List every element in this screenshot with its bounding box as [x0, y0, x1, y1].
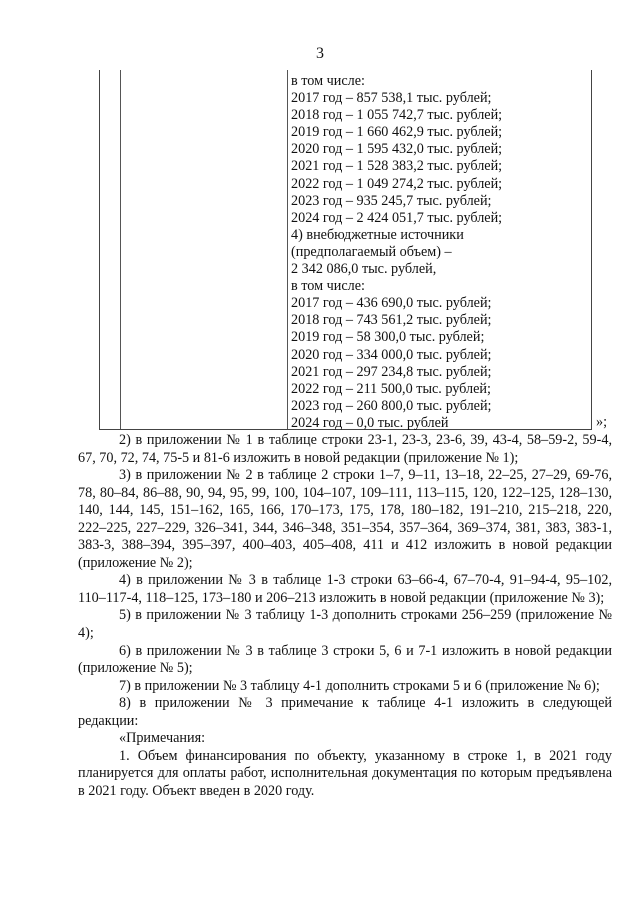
table-cell-line: 2023 год – 260 800,0 тыс. рублей;	[291, 397, 492, 414]
table-cell-line: 2021 год – 1 528 383,2 тыс. рублей;	[291, 158, 503, 175]
paragraph-item-6: 6) в приложении № 3 в таблице 3 строки 5, 6 и 7-1 изложить в новой редакции (приложение № 5);	[78, 642, 612, 677]
table-cell-line: 4) внебюджетные источники	[291, 226, 464, 243]
table-cell-line: 2017 год – 436 690,0 тыс. рублей;	[291, 295, 492, 312]
table-cell-line: 2017 год – 857 538,1 тыс. рублей;	[291, 90, 492, 107]
table-column-divider-1	[120, 70, 121, 429]
table-cell-line: 2 342 086,0 тыс. рублей,	[291, 261, 437, 278]
table-cell-line: 2024 год – 0,0 тыс. рублей	[291, 414, 449, 431]
table-cell-funding-text	[291, 73, 587, 432]
table-cell-line: в том числе:	[291, 278, 365, 295]
paragraph-item-5: 5) в приложении № 3 таблицу 1-3 дополнить строками 256–259 (приложение № 4);	[78, 607, 612, 642]
table-cell-line: (предполагаемый объем) –	[291, 243, 452, 260]
paragraph-item-4: 4) в приложении № 3 в таблице 1-3 строки 63–66-4, 67–70-4, 91–94-4, 95–102, 110–117-4, 118–125, 173–180 и 206–213 изложить в новой редакции (приложение № 3);	[78, 572, 612, 606]
funding-table	[99, 70, 592, 430]
table-cell-line: 2021 год – 297 234,8 тыс. рублей;	[291, 363, 492, 380]
page-number: 3	[316, 45, 324, 62]
table-cell-line: 2018 год – 1 055 742,7 тыс. рублей;	[291, 107, 503, 124]
table-cell-line: 2022 год – 211 500,0 тыс. рублей;	[291, 380, 491, 397]
table-cell-line: 2023 год – 935 245,7 тыс. рублей;	[291, 192, 492, 209]
table-cell-line: 2020 год – 334 000,0 тыс. рублей;	[291, 346, 492, 363]
table-cell-line: 2020 год – 1 595 432,0 тыс. рублей;	[291, 141, 503, 158]
table-cell-line: 2024 год – 2 424 051,7 тыс. рублей;	[291, 209, 503, 226]
note-item-1: 1. Объем финансирования по объекту, указанному в строке 1, в 2021 году планируется для оплаты работ, исполнительная документация по которым предъявлена в 2021 году. Объект введен в 2020 году.	[78, 747, 612, 799]
notes-heading: «Примечания:	[119, 730, 206, 747]
document-body	[78, 432, 612, 800]
table-cell-line: в том числе:	[291, 73, 365, 89]
paragraph-item-2: 2) в приложении № 1 в таблице строки 23-1, 23-3, 23-6, 39, 43-4, 58–59-2, 59-4, 67, 70, 72, 74, 75-5 и 81-6 изложить в новой редакции (приложение № 1);	[78, 432, 612, 466]
table-cell-line: 2018 год – 743 561,2 тыс. рублей;	[291, 312, 492, 329]
table-column-divider-2	[287, 70, 288, 429]
paragraph-item-7: 7) в приложении № 3 таблицу 4-1 дополнить строками 5 и 6 (приложение № 6);	[119, 677, 600, 694]
table-cell-line: 2019 год – 58 300,0 тыс. рублей;	[291, 329, 485, 346]
table-cell-line: 2019 год – 1 660 462,9 тыс. рублей;	[291, 124, 503, 141]
table-closing-quote: »;	[596, 414, 608, 430]
table-cell-line: 2022 год – 1 049 274,2 тыс. рублей;	[291, 175, 503, 192]
paragraph-item-8: 8) в приложении № 3 примечание к таблице 4-1 изложить в следующей редакции:	[78, 695, 612, 729]
paragraph-item-3: 3) в приложении № 2 в таблице 2 строки 1–7, 9–11, 13–18, 22–25, 27–29, 69-76, 78, 80–84, 86–88, 90, 94, 95, 99, 100, 104–107, 109–111, 113–115, 120, 122–125, 128–130, 140, 144, 145, 151–162, 165, 166, 170–173, 175, 178, 180–182, 191–210, 215–218, 220, 222–225, 227–229, 326–341, 344, 346–348, 351–354, 357–364, 369–374, 381, 383, 383-1, 383-3, 388–394, 395–397, 400–403, 405–408, 411 и 412 изложить в новой редакции (приложение № 2);	[78, 467, 612, 571]
